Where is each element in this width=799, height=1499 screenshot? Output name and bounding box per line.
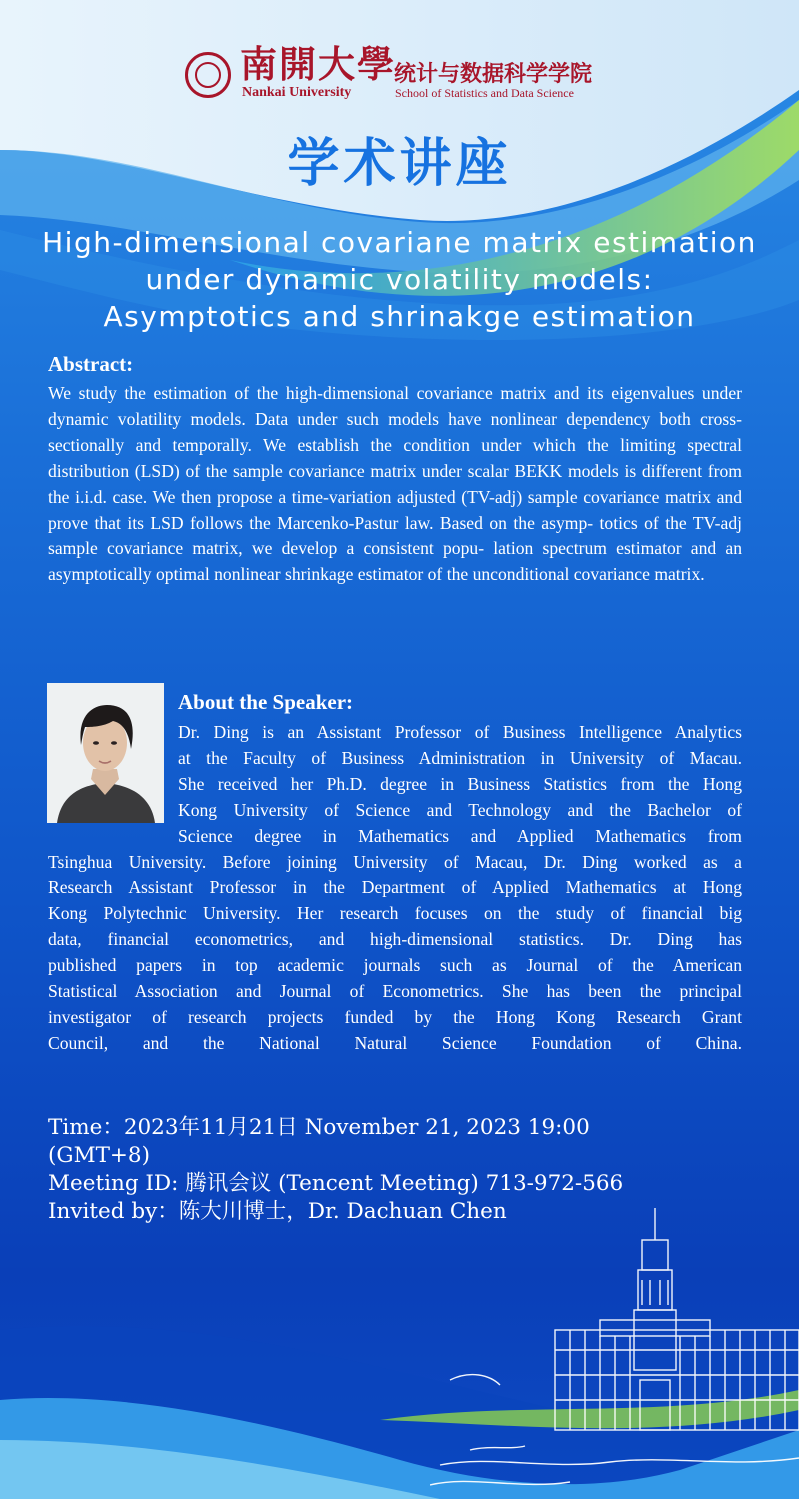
talk-title (0, 224, 799, 335)
speaker-line: published papers in top academic journals such as Journal of the American (48, 955, 742, 976)
talk-title-line: Asymptotics and shrinakge estimation (103, 300, 696, 333)
university-name-cn: 南開大學 (240, 42, 396, 86)
speaker-line: Kong University of Science and Technology and the Bachelor of (178, 799, 742, 820)
speaker-line: Council, and the National Natural Science Foundation of China. (48, 1032, 742, 1053)
university-seal-icon (185, 52, 231, 98)
speaker-line: at the Faculty of Business Administration in University of Macau. (178, 747, 742, 768)
speaker-line: Research Assistant Professor in the Department of Applied Mathematics at Hong (48, 877, 742, 898)
event-time: Time：2023年11月21日 November 21, 2023 19:00 (48, 1115, 590, 1140)
header (0, 0, 799, 118)
talk-title-line: under dynamic volatility models: (145, 263, 654, 296)
abstract-heading: Abstract: (48, 352, 134, 376)
speaker-line: Tsinghua University. Before joining University of Macau, Dr. Ding worked as a (48, 851, 742, 872)
school-name-cn: 统计与数据科学学院 (394, 62, 593, 87)
speaker-line: Statistical Association and Journal of Econometrics. She has been the principal (48, 981, 742, 1002)
main-title: 学术讲座 (287, 134, 512, 194)
speaker-line: data, financial econometrics, and high-dimensional statistics. Dr. Ding has (48, 929, 742, 950)
invited-by: Invited by：陈大川博士，Dr. Dachuan Chen (48, 1199, 507, 1224)
speaker-heading: About the Speaker: (178, 690, 354, 714)
speaker-line: Kong Polytechnic University. Her research focuses on the study of financial big (48, 903, 742, 924)
campus-building-sketch-icon (430, 1200, 799, 1499)
speaker-line: Science degree in Mathematics and Applied Mathematics from (178, 825, 742, 846)
speaker-line: Dr. Ding is an Assistant Professor of Business Intelligence Analytics (178, 722, 742, 742)
talk-title-line: High-dimensional covariane matrix estimation (42, 226, 757, 259)
event-timezone: (GMT+8) (48, 1143, 150, 1168)
abstract-body: We study the estimation of the high-dimensional covariance matrix and its eigenvalues under dynamic volatility models. Data under such models have nonlinear dependency both cross-sectionally and temporally. We establish the condition under which the limiting spectral distribution (LSD) of the sample covariance matrix under scalar BEKK models is different from the i.i.d. case. We then propose a time-variation adjusted (TV-adj) sample covariance matrix and prove that its LSD follows the Marcenko-Pastur law. Based on the asymp- totics of the TV-adj sample covariance matrix, we develop a consistent popu- lation spectrum estimator and an asymptotically optimal nonlinear shrinkage estimator of the unconditional covariance matrix. (48, 383, 742, 585)
meeting-id: Meeting ID: 腾讯会议 (Tencent Meeting) 713-972-566 (48, 1171, 624, 1196)
speaker-line: She received her Ph.D. degree in Business Statistics from the Hong (178, 773, 742, 794)
school-name-en: School of Statistics and Data Science (395, 86, 574, 100)
speaker-body (48, 720, 742, 1057)
speaker-line: investigator of research projects funded by the Hong Kong Research Grant (48, 1006, 742, 1027)
university-name-en: Nankai University (242, 85, 352, 100)
